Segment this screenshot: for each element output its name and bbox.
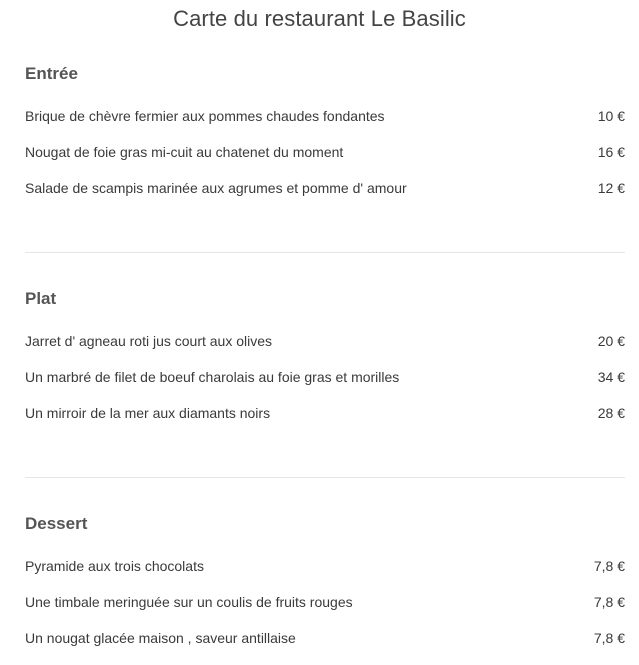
- menu-item-name: Nougat de foie gras mi-cuit au chatenet du moment: [25, 144, 344, 160]
- menu-item: [25, 367, 625, 387]
- menu-item-price: 7,8 €: [593, 558, 625, 574]
- section-divider: [25, 477, 625, 478]
- menu-item-name: Un nougat glacée maison , saveur antillaise: [25, 630, 296, 646]
- menu-item-price: 7,8 €: [593, 594, 625, 610]
- menu-item: [25, 592, 625, 612]
- menu-item: [25, 106, 625, 126]
- menu-item-name: Jarret d' agneau roti jus court aux olives: [25, 333, 273, 349]
- menu-item: [25, 556, 625, 576]
- menu-item-price: 7,8 €: [593, 630, 625, 646]
- menu-item-price: 20 €: [597, 333, 625, 349]
- menu-item-name: Une timbale meringuée sur un coulis de fruits rouges: [25, 594, 353, 610]
- menu-item-name: Brique de chèvre fermier aux pommes chaudes fondantes: [25, 108, 385, 124]
- menu-item-name: Un mirroir de la mer aux diamants noirs: [25, 405, 271, 421]
- menu-item: [25, 403, 625, 423]
- menu-item-name: Pyramide aux trois chocolats: [25, 558, 204, 574]
- menu-item-price: 12 €: [597, 180, 625, 196]
- menu-item: [25, 331, 625, 351]
- menu-item-price: 16 €: [597, 144, 625, 160]
- section-title: Plat: [25, 289, 57, 308]
- menu-item-price: 28 €: [597, 405, 625, 421]
- menu-item-price: 10 €: [597, 108, 625, 124]
- section-divider: [25, 252, 625, 253]
- section-title: Entrée: [25, 64, 78, 83]
- menu-item-name: Un marbré de filet de boeuf charolais au foie gras et morilles: [25, 369, 400, 385]
- menu-item-name: Salade de scampis marinée aux agrumes et pomme d' amour: [25, 180, 407, 196]
- menu-item: [25, 628, 625, 648]
- menu-item: [25, 178, 625, 198]
- menu-item: [25, 142, 625, 162]
- menu-item-price: 34 €: [597, 369, 625, 385]
- page-title: Carte du restaurant Le Basilic: [173, 6, 466, 31]
- section-title: Dessert: [25, 514, 88, 533]
